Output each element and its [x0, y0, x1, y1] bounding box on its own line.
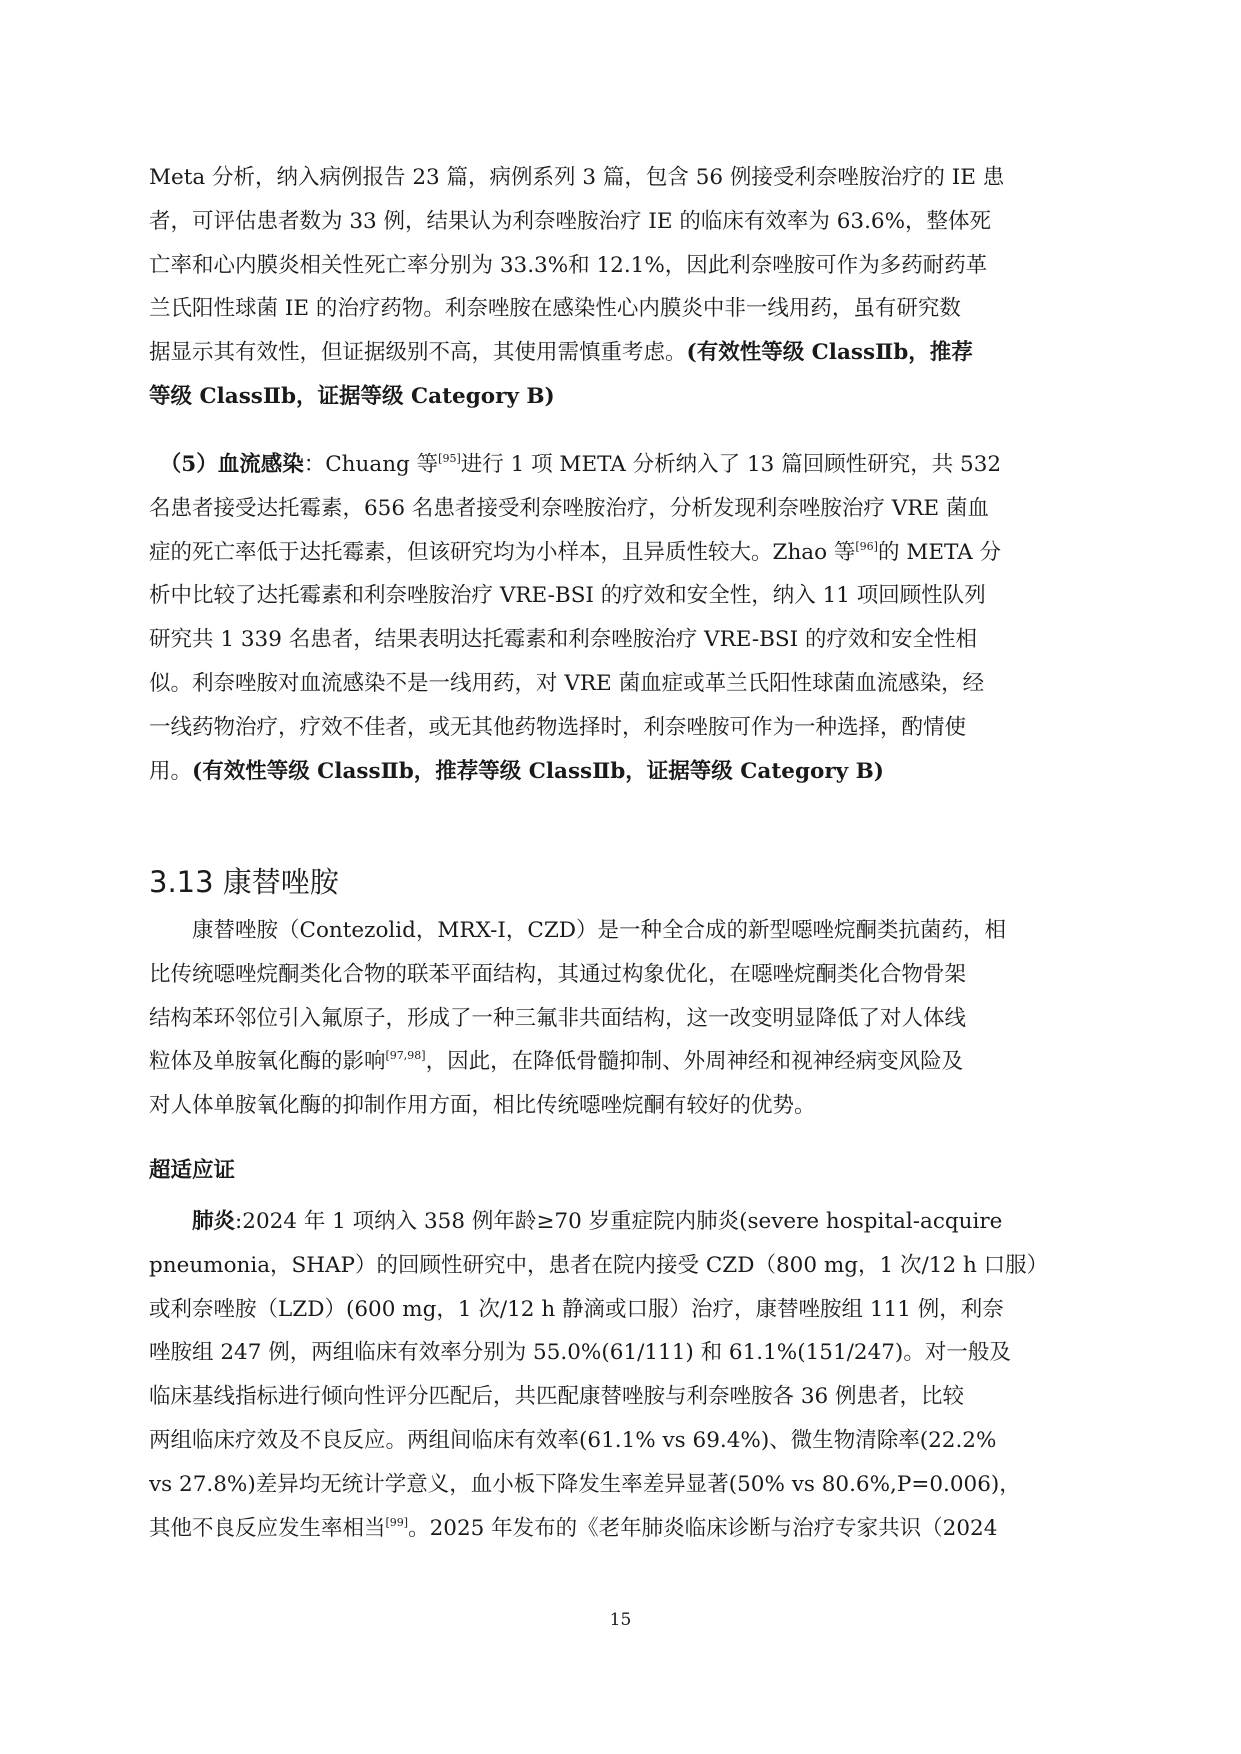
text-line: 亡率和心内膜炎相关性死亡率分别为 33.3%和 12.1%，因此利奈唑胺可作为多药耐药革 — [149, 252, 988, 278]
text-run: :2024 年 1 项纳入 358 例年龄≥70 岁重症院内肺炎(severe hospital-acquire — [235, 1209, 1003, 1234]
text-run: 粒体及单胺氧化酶的影响 — [149, 1049, 386, 1075]
text-run: ，因此，在降低骨髓抑制、外周神经和视神经病变风险及 — [425, 1049, 964, 1075]
text-run: 据显示其有效性，但证据级别不高，其使用需慎重考虑。 — [149, 340, 687, 366]
citation-ref: [95] — [438, 452, 461, 465]
text-line: 名患者接受达托霉素，656 名患者接受利奈唑胺治疗，分析发现利奈唑胺治疗 VRE 菌血 — [149, 495, 989, 521]
text-line: 似。利奈唑胺对血流感染不是一线用药，对 VRE 菌血症或革兰氏阳性球菌血流感染，经 — [149, 670, 985, 696]
text-run: 用。 — [149, 758, 193, 784]
text-run: 症的死亡率低于达托霉素，但该研究均为小样本，且异质性较大。Zhao 等 — [149, 539, 856, 565]
text-line: 两组临床疗效及不良反应。两组间临床有效率(61.1% vs 69.4%)、微生物清除率(22.2% — [149, 1427, 997, 1453]
text-run: 康替唑胺（Contezolid，MRX-I，CZD）是一种全合成的新型噁唑烷酮类抗菌药，相 — [192, 918, 1007, 943]
page-number: 15 — [609, 1610, 632, 1630]
text-line: 临床基线指标进行倾向性评分匹配后，共匹配康替唑胺与利奈唑胺各 36 例患者，比较 — [149, 1384, 965, 1410]
text-line — [149, 1040, 1099, 1084]
text-line: 一线药物治疗，疗效不佳者，或无其他药物选择时，利奈唑胺可作为一种选择，酌情使 — [149, 714, 967, 740]
paragraph-ie-conclusion — [149, 156, 1099, 419]
text-run: ：Chuang 等 — [303, 452, 439, 477]
text-line — [149, 750, 1099, 794]
text-run: 其他不良反应发生率相当 — [149, 1515, 386, 1541]
subheading-off-label: 超适应证 — [149, 1158, 236, 1183]
text-line — [149, 909, 1099, 953]
citation-ref: [97,98] — [385, 1049, 426, 1063]
text-line: 唑胺组 247 例，两组临床有效率分别为 55.0%(61/111) 和 61.1%(151/247)。对一般及 — [149, 1340, 1011, 1366]
text-run: 进行 1 项 META 分析纳入了 13 篇回顾性研究，共 532 — [460, 452, 1002, 477]
text-line: 或利奈唑胺（LZD）(600 mg，1 次/12 h 静滴或口服）治疗，康替唑胺组 111 例，利奈 — [149, 1296, 1004, 1322]
text-line: 者，可评估患者数为 33 例，结果认为利奈唑胺治疗 IE 的临床有效率为 63.6%，整体死 — [149, 208, 992, 234]
text-line: vs 27.8%)差异均无统计学意义，血小板下降发生率差异显著(50% vs 80.6%,P=0.006)， — [149, 1471, 1021, 1497]
text-line: 对人体单胺氧化酶的抑制作用方面，相比传统噁唑烷酮有较好的优势。 — [149, 1093, 816, 1119]
evidence-grade-line: 等级 ClassⅡb，证据等级 Category B) — [149, 383, 555, 409]
text-run: 的 META 分 — [877, 539, 1002, 565]
paragraph-contezolid-intro — [149, 909, 1099, 1128]
text-line — [149, 531, 1099, 575]
text-line — [149, 1507, 1099, 1551]
text-line: 析中比较了达托霉素和利奈唑胺治疗 VRE-BSI 的疗效和安全性，纳入 11 项回顾性队列 — [149, 583, 986, 609]
item-label: （5）血流感染 — [170, 452, 304, 477]
text-line — [149, 443, 1099, 487]
item-label: 肺炎 — [192, 1209, 236, 1234]
text-line — [149, 331, 1099, 375]
paragraph-bloodstream-infection — [149, 443, 1099, 793]
text-line: 兰氏阳性球菌 IE 的治疗药物。利奈唑胺在感染性心内膜炎中非一线用药，虽有研究数 — [149, 296, 961, 322]
text-line: pneumonia，SHAP）的回顾性研究中，患者在院内接受 CZD（800 mg，1 次/12 h 口服） — [149, 1252, 1049, 1278]
text-run: 。2025 年发布的《老年肺炎临床诊断与治疗专家共识（2024 — [408, 1515, 998, 1541]
section-heading: 3.13 康替唑胺 — [149, 865, 339, 899]
evidence-grade: (有效性等级 ClassⅡb，推荐等级 ClassⅡb，证据等级 Category B) — [192, 758, 884, 784]
text-line — [149, 1200, 1099, 1244]
evidence-grade: (有效性等级 ClassⅡb，推荐 — [686, 340, 973, 366]
text-line: 结构苯环邻位引入氟原子，形成了一种三氟非共面结构，这一改变明显降低了对人体线 — [149, 1005, 967, 1031]
text-line: Meta 分析，纳入病例报告 23 篇，病例系列 3 篇，包含 56 例接受利奈唑胺治疗的 IE 患 — [149, 165, 1005, 190]
citation-ref: [96] — [855, 539, 878, 553]
citation-ref: [99] — [385, 1515, 409, 1529]
text-line: 研究共 1 339 名患者，结果表明达托霉素和利奈唑胺治疗 VRE-BSI 的疗效和安全性相 — [149, 627, 977, 653]
paragraph-pneumonia — [149, 1200, 1099, 1550]
text-line: 比传统噁唑烷酮类化合物的联苯平面结构，其通过构象优化，在噁唑烷酮类化合物骨架 — [149, 961, 967, 987]
